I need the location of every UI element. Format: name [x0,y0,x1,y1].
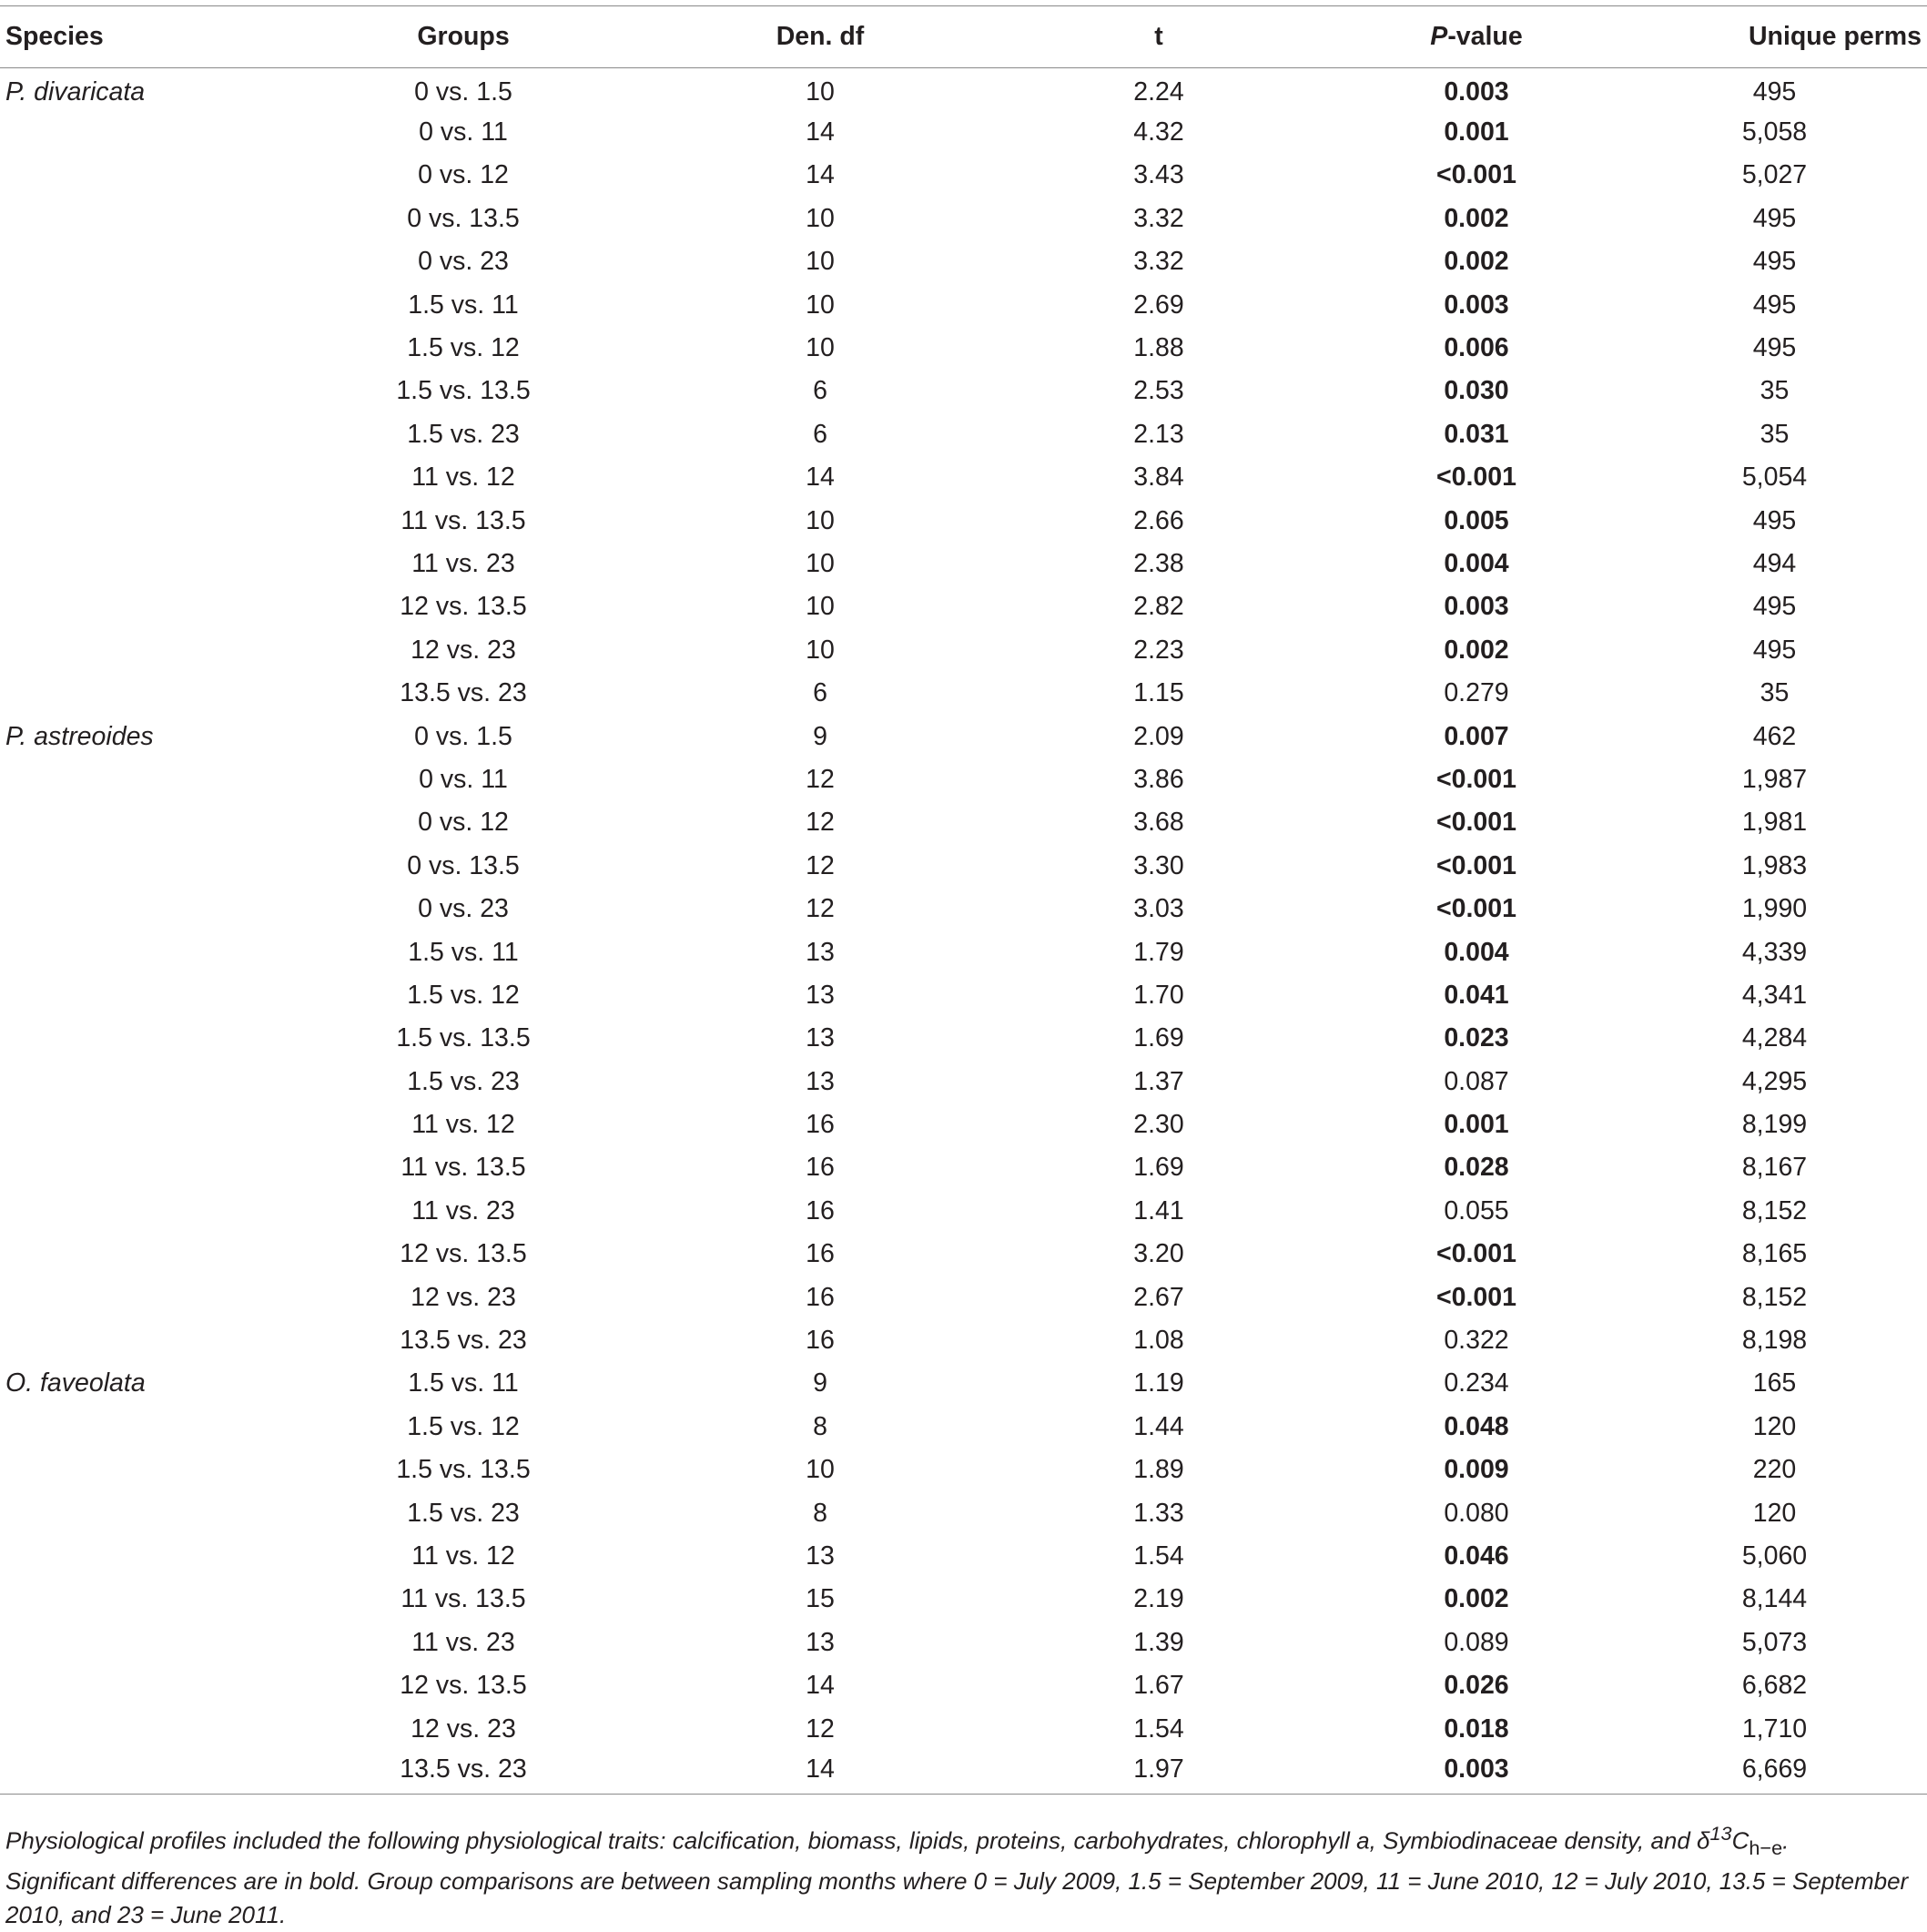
unique-perms-cell: 1,710 [1741,1713,1808,1744]
p-value-cell: 0.018 [1444,1713,1509,1744]
p-value-cell: 0.009 [1444,1455,1509,1485]
table-row [0,672,1927,715]
footnote-line1: Physiological profiles included the following physiological traits: calcification, biomass, lipids, proteins, carbohydrates, chlorophyll a, Symbiodinaceae density, and δ [5,1826,1710,1855]
table-row [0,585,1927,628]
table-footnote [5,1816,1922,1932]
p-value-cell: 0.087 [1444,1066,1509,1096]
table-row [0,629,1927,672]
groups-cell: 0 vs. 11 [419,764,508,794]
groups-cell: 1.5 vs. 11 [408,290,519,320]
species-cell [0,543,273,585]
p-value-cell: 0.048 [1444,1411,1509,1441]
den-df-cell: 10 [806,505,835,535]
unique-perms-cell: 495 [1752,203,1797,233]
groups-cell: 13.5 vs. 23 [400,1326,527,1356]
p-value-cell: 0.031 [1444,419,1509,449]
species-cell [0,1276,273,1318]
unique-perms-cell: 1,987 [1741,764,1808,794]
groups-cell: 11 vs. 12 [411,1110,515,1140]
groups-cell: 1.5 vs. 12 [407,1411,520,1441]
table-row [0,111,1927,154]
p-value-cell: 0.003 [1444,76,1509,107]
groups-cell: 0 vs. 11 [419,117,508,147]
unique-perms-cell: 220 [1752,1455,1797,1485]
t-cell: 2.30 [1133,1110,1184,1140]
table-row [0,370,1927,412]
species-cell [0,585,273,628]
p-value-cell: 0.030 [1444,376,1509,406]
unique-perms-cell: 1,983 [1741,850,1808,880]
species-cell [0,456,273,499]
table-row [0,1578,1927,1621]
table-row [0,1751,1927,1794]
t-cell: 3.30 [1133,850,1184,880]
species-cell [0,198,273,240]
unique-perms-cell: 4,339 [1741,937,1808,967]
species-cell [0,1146,273,1189]
den-df-cell: 13 [806,1066,835,1096]
table-row [0,543,1927,585]
groups-cell: 0 vs. 23 [418,247,509,277]
species-cell: O. faveolata [5,1368,146,1398]
species-cell [0,1103,273,1146]
unique-perms-cell: 1,981 [1741,808,1808,838]
groups-cell: 1.5 vs. 13.5 [396,376,531,406]
t-cell: 1.15 [1133,678,1184,708]
t-cell: 3.03 [1133,894,1184,924]
groups-cell: 12 vs. 23 [411,1713,516,1744]
p-value-cell: 0.002 [1444,203,1509,233]
unique-perms-cell: 495 [1752,290,1797,320]
t-cell: 2.82 [1133,592,1184,622]
t-cell: 1.54 [1133,1541,1184,1571]
t-cell: 2.66 [1133,505,1184,535]
groups-cell: 13.5 vs. 23 [400,678,527,708]
p-value-cell: 0.002 [1444,247,1509,277]
unique-perms-cell: 35 [1760,376,1790,406]
t-cell: 1.19 [1133,1368,1184,1398]
table-row [0,1362,1927,1405]
header-den-df: Den. df [654,6,987,68]
unique-perms-cell: 495 [1752,76,1797,107]
den-df-cell: 9 [813,1368,827,1398]
species-cell [0,974,273,1017]
t-cell: 1.33 [1133,1498,1184,1528]
p-value-cell: <0.001 [1436,808,1516,838]
t-cell: 2.19 [1133,1584,1184,1614]
t-cell: 1.88 [1133,333,1184,363]
unique-perms-cell: 495 [1752,505,1797,535]
den-df-cell: 6 [813,419,827,449]
unique-perms-cell: 6,682 [1741,1671,1808,1701]
groups-cell: 11 vs. 23 [411,548,515,578]
table-row [0,1535,1927,1578]
species-cell: P. divaricata [5,76,146,107]
den-df-cell: 10 [806,247,835,277]
t-cell: 2.38 [1133,548,1184,578]
p-value-cell: 0.041 [1444,980,1509,1010]
species-cell [0,1190,273,1233]
footnote-sup: 13 [1709,1822,1732,1845]
t-cell: 3.68 [1133,808,1184,838]
permanova-pairwise-table [0,5,1927,1795]
p-value-cell: <0.001 [1436,463,1516,493]
t-cell: 2.69 [1133,290,1184,320]
species-cell [0,499,273,542]
unique-perms-cell: 4,341 [1741,980,1808,1010]
unique-perms-cell: 4,295 [1741,1066,1808,1096]
table-row [0,499,1927,542]
unique-perms-cell: 495 [1752,247,1797,277]
t-cell: 2.23 [1133,635,1184,665]
p-value-cell: 0.055 [1444,1195,1509,1225]
unique-perms-cell: 6,669 [1622,1751,1927,1794]
unique-perms-cell: 4,284 [1741,1023,1808,1053]
table-row [0,456,1927,499]
table-header-row [0,6,1927,68]
unique-perms-cell: 8,152 [1741,1282,1808,1312]
footnote-end: . [1782,1826,1790,1855]
unique-perms-cell: 5,060 [1741,1541,1808,1571]
t-cell: 2.24 [1133,76,1184,107]
table-row [0,1103,1927,1146]
den-df-cell: 15 [806,1584,835,1614]
header-p-value [1331,6,1622,68]
p-value-cell: 0.023 [1444,1023,1509,1053]
groups-cell: 11 vs. 13.5 [401,505,526,535]
p-value-cell: 0.046 [1444,1541,1509,1571]
t-cell: 1.67 [1133,1671,1184,1701]
den-df-cell: 10 [806,592,835,622]
unique-perms-cell: 35 [1760,678,1790,708]
groups-cell: 1.5 vs. 13.5 [396,1023,531,1053]
den-df-cell: 13 [806,1541,835,1571]
species-cell [0,1664,273,1707]
unique-perms-cell: 8,165 [1741,1239,1808,1269]
den-df-cell: 10 [806,635,835,665]
den-df-cell: 16 [806,1153,835,1183]
species-cell [0,111,273,154]
species-cell [0,1319,273,1362]
den-df-cell: 13 [806,980,835,1010]
t-cell: 3.86 [1133,764,1184,794]
t-cell: 1.41 [1133,1195,1184,1225]
p-value-cell: 0.279 [1444,678,1509,708]
t-cell: 2.53 [1133,376,1184,406]
p-value-cell: 0.026 [1444,1671,1509,1701]
table-row [0,154,1927,197]
table-row [0,68,1927,111]
table-row [0,1017,1927,1060]
p-value-cell: 0.006 [1444,333,1509,363]
groups-cell: 11 vs. 13.5 [401,1584,526,1614]
groups-cell: 11 vs. 23 [411,1627,515,1657]
species-cell [0,1578,273,1621]
groups-cell: 13.5 vs. 23 [273,1751,654,1794]
den-df-cell: 16 [806,1195,835,1225]
den-df-cell: 10 [806,203,835,233]
den-df-cell: 14 [806,1671,835,1701]
unique-perms-cell: 35 [1760,419,1790,449]
t-cell: 1.89 [1133,1455,1184,1485]
table-row [0,240,1927,283]
species-cell [0,1233,273,1276]
species-cell [0,1406,273,1449]
groups-cell: 0 vs. 1.5 [414,721,512,751]
groups-cell: 11 vs. 23 [411,1195,515,1225]
species-cell [0,327,273,370]
groups-cell: 0 vs. 12 [418,160,509,190]
t-cell: 3.20 [1133,1239,1184,1269]
table-row [0,327,1927,370]
table-row [0,1190,1927,1233]
groups-cell: 11 vs. 12 [411,463,515,493]
den-df-cell: 9 [813,721,827,751]
p-value-cell: 0.005 [1444,505,1509,535]
header-p-letter: P [1430,22,1448,51]
p-value-cell: 0.322 [1444,1326,1509,1356]
species-cell [0,629,273,672]
groups-cell: 1.5 vs. 11 [408,1368,519,1398]
t-cell: 1.69 [1133,1023,1184,1053]
groups-cell: 12 vs. 23 [411,635,516,665]
groups-cell: 1.5 vs. 13.5 [396,1455,531,1485]
den-df-cell: 14 [806,160,835,190]
den-df-cell: 12 [806,808,835,838]
groups-cell: 0 vs. 23 [418,894,509,924]
table-row [0,1319,1927,1362]
table-row [0,1146,1927,1189]
footnote-c: C [1731,1826,1750,1855]
species-cell [0,758,273,801]
table-row [0,1664,1927,1707]
p-value-cell: 0.028 [1444,1153,1509,1183]
table-row [0,1233,1927,1276]
t-cell: 1.97 [987,1751,1331,1794]
den-df-cell: 16 [806,1110,835,1140]
p-value-cell: <0.001 [1436,1239,1516,1269]
unique-perms-cell: 5,054 [1741,463,1808,493]
p-value-cell: 0.004 [1444,937,1509,967]
footnote-sub: h−e [1749,1835,1783,1859]
den-df-cell: 10 [806,1455,835,1485]
groups-cell: 11 vs. 12 [411,1541,515,1571]
t-cell: 3.43 [1133,160,1184,190]
table-row [0,888,1927,930]
groups-cell: 1.5 vs. 11 [408,937,519,967]
t-cell: 3.84 [1133,463,1184,493]
groups-cell: 11 vs. 13.5 [401,1153,526,1183]
unique-perms-cell: 5,027 [1741,160,1808,190]
unique-perms-cell: 5,058 [1741,117,1808,147]
groups-cell: 12 vs. 13.5 [400,1239,527,1269]
species-cell [0,801,273,844]
footnote-rest: Significant differences are in bold. Group comparisons are between sampling months where 0 = July 2009, 1.5 = September 2009, 11 = June 2010, 12 = July 2010, 13.5 = September 2010, and 23 = June 2011. [5,1866,1909,1928]
den-df-cell: 16 [806,1282,835,1312]
p-value-cell: 0.089 [1444,1627,1509,1657]
species-cell [0,413,273,456]
header-t: t [987,6,1331,68]
p-value-cell: 0.001 [1444,117,1509,147]
t-cell: 1.79 [1133,937,1184,967]
header-groups: Groups [273,6,654,68]
p-value-cell: <0.001 [1436,894,1516,924]
den-df-cell: 14 [806,117,835,147]
species-cell [0,672,273,715]
p-value-cell: 0.234 [1444,1368,1509,1398]
table-row [0,1449,1927,1491]
groups-cell: 12 vs. 23 [411,1282,516,1312]
p-value-cell: 0.003 [1331,1751,1622,1794]
unique-perms-cell: 495 [1752,635,1797,665]
unique-perms-cell: 120 [1752,1411,1797,1441]
table-row [0,283,1927,326]
table-row [0,413,1927,456]
groups-cell: 1.5 vs. 12 [407,333,520,363]
p-value-cell: 0.080 [1444,1498,1509,1528]
unique-perms-cell: 8,199 [1741,1110,1808,1140]
t-cell: 1.37 [1133,1066,1184,1096]
p-value-cell: 0.004 [1444,548,1509,578]
groups-cell: 1.5 vs. 12 [407,980,520,1010]
den-df-cell: 12 [806,850,835,880]
t-cell: 3.32 [1133,247,1184,277]
den-df-cell: 8 [813,1411,827,1441]
den-df-cell: 6 [813,678,827,708]
p-value-cell: <0.001 [1436,1282,1516,1312]
species-cell [0,1491,273,1534]
den-df-cell: 16 [806,1239,835,1269]
p-value-cell: 0.003 [1444,290,1509,320]
den-df-cell: 10 [806,548,835,578]
unique-perms-cell: 8,144 [1741,1584,1808,1614]
table-row [0,845,1927,888]
groups-cell: 12 vs. 13.5 [400,1671,527,1701]
unique-perms-cell: 8,152 [1741,1195,1808,1225]
den-df-cell: 10 [806,290,835,320]
table-row [0,1707,1927,1750]
header-p-suffix: -value [1447,22,1523,51]
groups-cell: 1.5 vs. 23 [407,1498,520,1528]
unique-perms-cell: 494 [1752,548,1797,578]
table-row [0,1276,1927,1318]
table-row [0,758,1927,801]
den-df-cell: 12 [806,1713,835,1744]
groups-cell: 0 vs. 1.5 [414,76,512,107]
unique-perms-cell: 5,073 [1741,1627,1808,1657]
den-df-cell: 13 [806,1023,835,1053]
unique-perms-cell: 120 [1752,1498,1797,1528]
den-df-cell: 10 [806,76,835,107]
species-cell [0,1017,273,1060]
den-df-cell: 13 [806,1627,835,1657]
den-df-cell: 12 [806,764,835,794]
species-cell [0,1751,273,1794]
table-row [0,198,1927,240]
den-df-cell: 8 [813,1498,827,1528]
p-value-cell: <0.001 [1436,160,1516,190]
t-cell: 1.44 [1133,1411,1184,1441]
species-cell [0,1622,273,1664]
species-cell [0,370,273,412]
species-cell [0,888,273,930]
species-cell [0,845,273,888]
den-df-cell: 13 [806,937,835,967]
t-cell: 1.39 [1133,1627,1184,1657]
unique-perms-cell: 8,167 [1741,1153,1808,1183]
header-unique-perms: Unique perms [1622,6,1927,68]
den-df-cell: 16 [806,1326,835,1356]
groups-cell: 0 vs. 13.5 [407,850,520,880]
species-cell [0,1535,273,1578]
unique-perms-cell: 1,990 [1741,894,1808,924]
unique-perms-cell: 495 [1752,333,1797,363]
table-row [0,1060,1927,1103]
species-cell [0,1060,273,1103]
t-cell: 4.32 [1133,117,1184,147]
t-cell: 1.54 [1133,1713,1184,1744]
table-row [0,1622,1927,1664]
table-row [0,974,1927,1017]
groups-cell: 0 vs. 13.5 [407,203,520,233]
table-row [0,715,1927,758]
t-cell: 1.08 [1133,1326,1184,1356]
den-df-cell: 14 [654,1751,987,1794]
p-value-cell: 0.007 [1444,721,1509,751]
groups-cell: 1.5 vs. 23 [407,1066,520,1096]
groups-cell: 0 vs. 12 [418,808,509,838]
groups-cell: 1.5 vs. 23 [407,419,520,449]
header-species: Species [0,6,273,68]
species-cell [0,154,273,197]
t-cell: 2.13 [1133,419,1184,449]
table-row [0,1491,1927,1534]
den-df-cell: 14 [806,463,835,493]
species-cell [0,240,273,283]
unique-perms-cell: 495 [1752,592,1797,622]
t-cell: 2.67 [1133,1282,1184,1312]
species-cell [0,1707,273,1750]
den-df-cell: 10 [806,333,835,363]
species-cell [0,930,273,973]
unique-perms-cell: 462 [1752,721,1797,751]
species-cell: P. astreoides [5,721,154,751]
unique-perms-cell: 165 [1752,1368,1797,1398]
p-value-cell: 0.002 [1444,635,1509,665]
p-value-cell: <0.001 [1436,764,1516,794]
den-df-cell: 12 [806,894,835,924]
table-row [0,1406,1927,1449]
den-df-cell: 6 [813,376,827,406]
table-row [0,930,1927,973]
t-cell: 3.32 [1133,203,1184,233]
table-body [0,68,1927,1795]
p-value-cell: 0.001 [1444,1110,1509,1140]
species-cell [0,1449,273,1491]
groups-cell: 12 vs. 13.5 [400,592,527,622]
table-row [0,801,1927,844]
species-cell [0,283,273,326]
t-cell: 2.09 [1133,721,1184,751]
t-cell: 1.70 [1133,980,1184,1010]
unique-perms-cell: 8,198 [1741,1326,1808,1356]
p-value-cell: 0.003 [1444,592,1509,622]
t-cell: 1.69 [1133,1153,1184,1183]
p-value-cell: 0.002 [1444,1584,1509,1614]
p-value-cell: <0.001 [1436,850,1516,880]
